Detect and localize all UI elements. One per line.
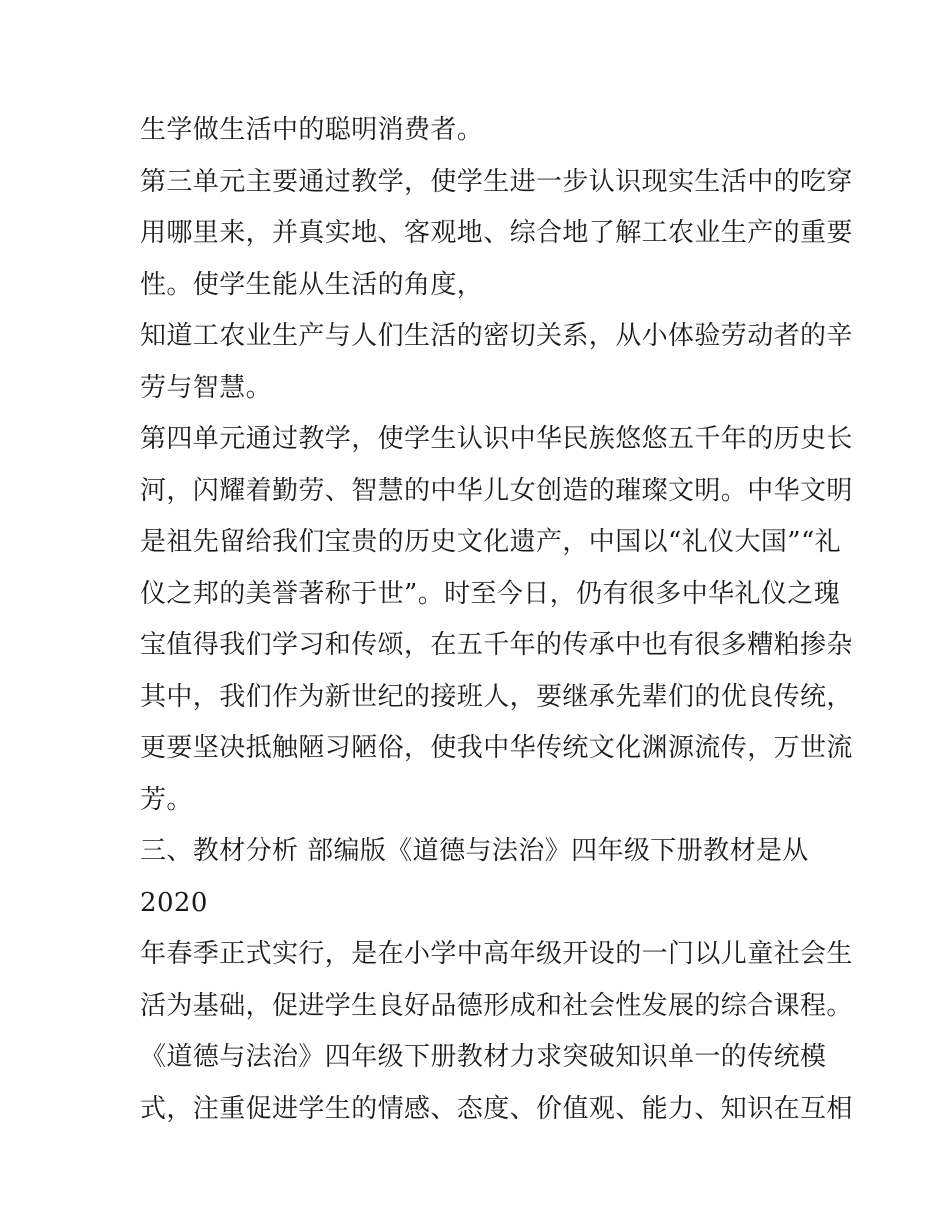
text-line: 第三单元主要通过教学，使学生进一步认识现实生活中的吃穿 [140, 166, 853, 197]
text-line: 式，注重促进学生的情感、态度、价值观、能力、知识在互相 [140, 1093, 853, 1124]
text-line: 知道工农业生产与人们生活的密切关系，从小体验劳动者的辛 [140, 321, 853, 351]
document-body [140, 105, 853, 1135]
text-line: 仪之邦的美誉著称于世”。时至今日，仍有很多中华礼仪之瑰 [140, 578, 841, 609]
text-line: 河，闪耀着勤劳、智慧的中华儿女创造的璀璨文明。中华文明 [140, 475, 853, 506]
text-line: 生学做生活中的聪明消费者。 [140, 115, 484, 145]
text-line: 其中，我们作为新世纪的接班人，要继承先辈们的优良传统， [140, 681, 853, 712]
text-line: 活为基础，促进学生良好品德形成和社会性发展的综合课程。 [140, 990, 853, 1021]
text-line: 年春季正式实行，是在小学中高年级开设的一门以儿童社会生 [140, 939, 853, 969]
text-line: 《道德与法治》四年级下册教材力求突破知识单一的传统模 [140, 1042, 827, 1072]
text-line: 性。使学生能从生活的角度， [140, 269, 484, 300]
text-line: 更要坚决抵触陋习陋俗，使我中华传统文化渊源流传，万世流 [140, 733, 853, 763]
text-line: 是祖先留给我们宝贵的历史文化遗产，中国以“礼仪大国”“礼 [140, 527, 842, 557]
section-heading-line: 三、教材分析 部编版《道德与法治》四年级下册教材是从 [140, 836, 809, 866]
text-line: 宝值得我们学习和传颂，在五千年的传承中也有很多糟粕掺杂 [140, 630, 853, 660]
text-line: 2020 [140, 887, 208, 918]
text-line: 用哪里来，并真实地、客观地、综合地了解工农业生产的重要 [140, 218, 853, 248]
text-line: 芳。 [140, 784, 193, 815]
text-line: 第四单元通过教学，使学生认识中华民族悠悠五千年的历史长 [140, 424, 853, 454]
text-line: 劳与智慧。 [140, 372, 273, 403]
